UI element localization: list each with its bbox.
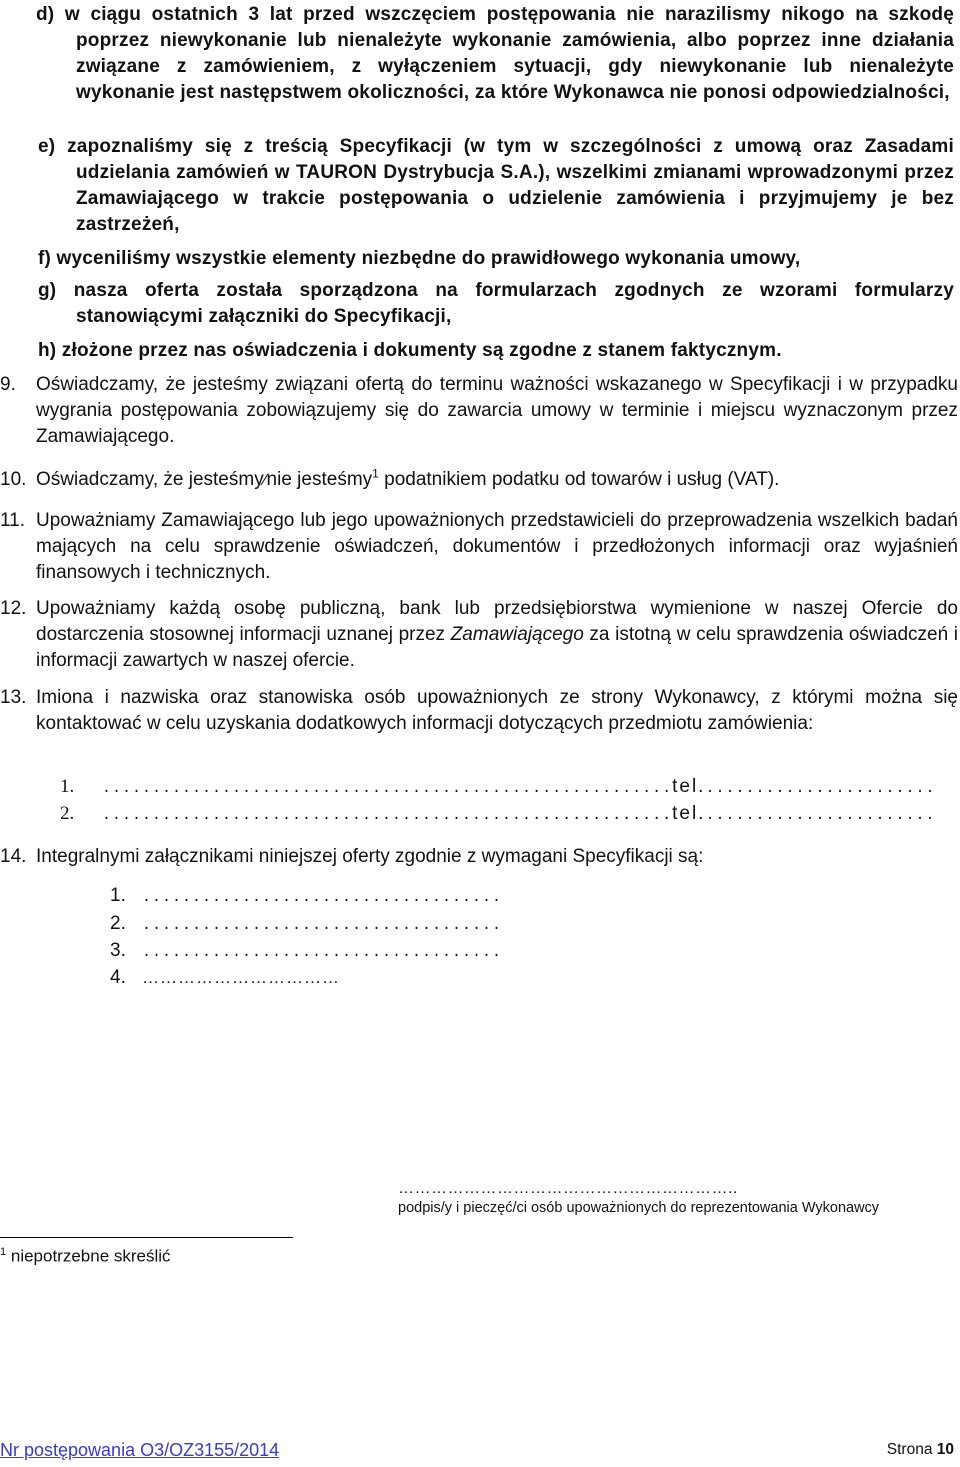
item-d	[36, 2, 954, 106]
attachment-item	[110, 884, 502, 910]
signature-label: podpis/y i pieczęć/ci osób upoważnionych do reprezentowania Wykonawcy	[398, 1200, 880, 1216]
attachment-dots: ....................................	[142, 944, 503, 961]
contact-dots-tel: .......................	[705, 807, 936, 824]
point-12	[0, 596, 958, 674]
footnote-ref: 1	[372, 466, 379, 481]
item-f	[38, 246, 954, 272]
page-number: 10	[936, 1441, 954, 1458]
footnote-separator	[0, 1237, 293, 1238]
contact-dots-name: .........................................................	[102, 780, 673, 797]
item-h-text: h) złożone przez nas oświadczenia i dokumenty są zgodne z stanem faktycznym.	[38, 340, 782, 361]
item-e-text: e) zapoznaliśmy się z treścią Specyfikacji (w tym w szczególności z umową oraz Zasadami udzielania zamówień w TAURON Dystrybucja S.A.), wszelkimi zmianami wprowadzonymi przez Zamawiającego w trakcie postępowania o udzielenie zamówienia i przyjmujemy je bez zastrzeżeń,	[38, 136, 954, 235]
attachment-index: 3.	[110, 940, 126, 961]
point-12-pre: Upoważniamy każdą osobę publiczną, bank lub przedsiębiorstwa wymienione w naszej Ofercie do dostarczenia stosownej informacji uznanej przez	[36, 598, 958, 645]
point-13-number: 13.	[0, 687, 27, 708]
point-9-number: 9.	[0, 374, 16, 395]
point-9-text: Oświadczamy, że jesteśmy związani ofertą do terminu ważności wskazanego w Specyfikacji i w przypadku wygrania postępowania zobowiązujemy się do zawarcia umowy w terminie i miejscu wyznaczonym przez Zamawiającego.	[36, 374, 958, 447]
footnote	[0, 1246, 171, 1267]
page-number-block	[887, 1441, 954, 1459]
signature-line: ……………………………………………………..	[398, 1180, 738, 1197]
point-14	[0, 844, 958, 870]
attachment-dots: ....................................	[142, 889, 503, 906]
point-10	[0, 466, 958, 493]
point-11-number: 11.	[0, 510, 26, 531]
item-f-text: f) wyceniliśmy wszystkie elementy niezbędne do prawidłowego wykonania umowy,	[38, 248, 801, 269]
point-14-text: Integralnymi załącznikami niniejszej oferty zgodnie z wymagani Specyfikacji są:	[36, 846, 704, 867]
contact-index: 1.	[60, 776, 75, 797]
contact-dots-tel: .......................	[705, 780, 936, 797]
footnote-number: 1	[0, 1246, 7, 1258]
attachment-index: 4.	[110, 967, 126, 988]
contact-dots-name: .........................................................	[102, 807, 673, 824]
item-g-text: g) nasza oferta została sporządzona na formularzach zgodnych ze wzorami formularzy stanowiącymi załączniki do Specyfikacji,	[38, 280, 954, 327]
case-number: Nr postępowania O3/OZ3155/2014	[0, 1440, 280, 1460]
point-13-text: Imiona i nazwiska oraz stanowiska osób upoważnionych ze strony Wykonawcy, z którymi można się kontaktować w celu uzyskania dodatkowych informacji dotyczących przedmiotu zamówienia:	[36, 687, 958, 734]
point-10-slash: ⁄	[263, 470, 267, 489]
point-10-mid: nie jesteśmy	[266, 469, 373, 490]
point-11-text: Upoważniamy Zamawiającego lub jego upoważnionych przedstawicieli do przeprowadzenia wszelkich badań mających na celu sprawdzenie oświadczeń, dokumentów i przedłożonych informacji oraz wyjaśnień finansowych i technicznych.	[36, 510, 958, 583]
item-e	[38, 134, 954, 238]
attachment-index: 1.	[110, 885, 126, 906]
footnote-text: niepotrzebne skreślić	[10, 1246, 171, 1266]
contact-tel-label: tel.	[672, 776, 706, 797]
point-9	[0, 372, 958, 450]
point-13	[0, 685, 958, 737]
attachment-item	[110, 912, 502, 938]
item-d-text: d) w ciągu ostatnich 3 lat przed wszczęciem postępowania nie narazilismy nikogo na szkodę poprzez niewykonanie lub nienależyte wykonanie zamówienia, albo poprzez inne działania związane z zamówieniem, z wyłączeniem sytuacji, gdy niewykonanie lub nienależyte wykonanie jest następstwem okoliczności, za które Wykonawca nie ponosi odpowiedzialności,	[36, 4, 954, 103]
point-10-pre: Oświadczamy, że jesteśmy	[36, 469, 264, 490]
attachment-item	[110, 939, 502, 965]
item-h	[38, 338, 954, 364]
point-10-post: podatnikiem podatku od towarów i usług (VAT).	[378, 469, 780, 490]
point-14-number: 14.	[0, 846, 27, 867]
point-12-post: za istotną w celu sprawdzenia oświadczeń i informacji zawartych w naszej ofercie.	[36, 624, 958, 671]
contact-index: 2.	[60, 803, 75, 824]
attachment-index: 2.	[110, 913, 126, 934]
contact-row	[60, 802, 936, 828]
point-11	[0, 508, 958, 586]
page-label: Strona	[886, 1441, 933, 1458]
attachment-dots: ....................................	[142, 917, 503, 934]
contact-tel-label: tel.	[672, 803, 706, 824]
attachment-dots: ……………………………	[142, 968, 340, 987]
item-g	[38, 278, 954, 330]
point-12-number: 12.	[0, 598, 27, 619]
point-10-number: 10.	[0, 469, 27, 490]
attachment-item	[110, 966, 340, 990]
contact-row	[60, 775, 936, 801]
point-12-italic: Zamawiającego	[450, 624, 584, 645]
